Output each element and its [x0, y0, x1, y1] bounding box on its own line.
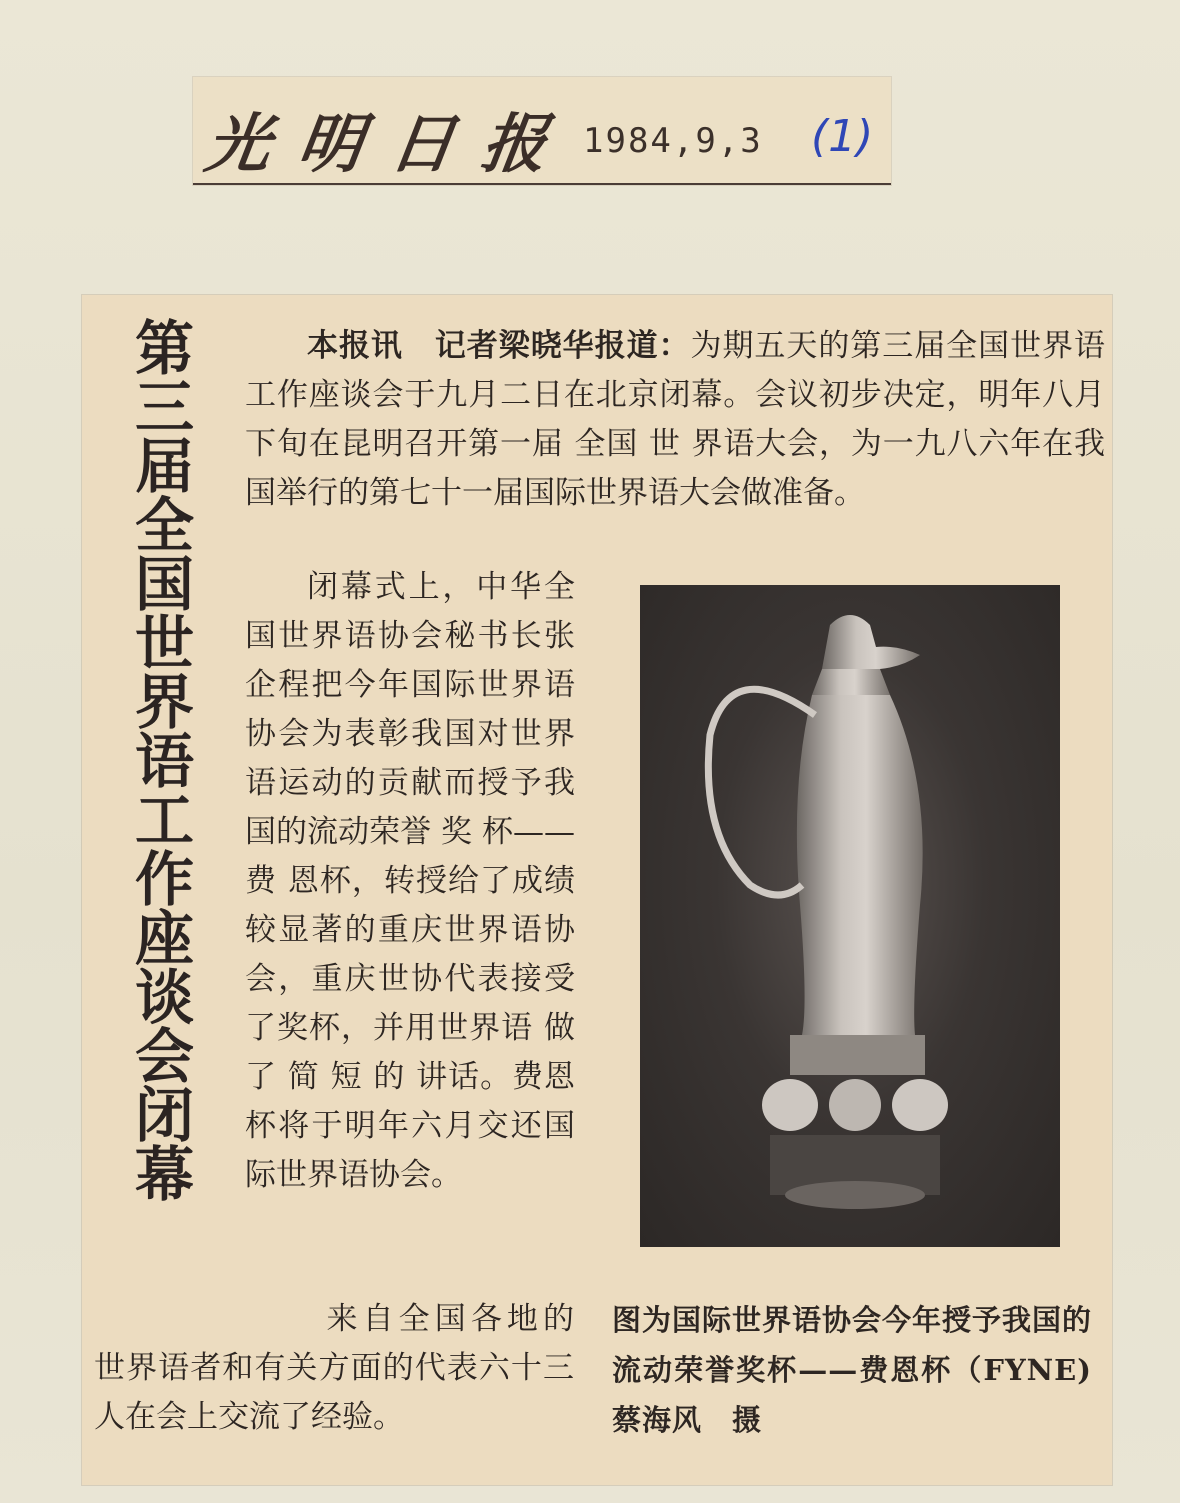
- article-closing-column: [94, 1295, 574, 1442]
- masthead-rule: [193, 183, 891, 185]
- article-clipping: [82, 295, 1112, 1485]
- newspaper-masthead: [193, 77, 891, 185]
- page-number-handwritten: (1): [811, 111, 874, 162]
- lead-text: 为期五天的第三届全国世界语工作座谈会于九月二日在北京闭幕。会议初步决定，明年八月下旬在昆明召开第一届 全国 世 界语大会，为一九八六年在我国举行的第七十一届国际世界语大会做准备。: [245, 328, 1105, 511]
- publication-date: 1984,9,3: [583, 121, 763, 161]
- newspaper-logo: 光明日报: [200, 107, 580, 182]
- article-body-column: [245, 563, 575, 1200]
- photo-caption: 图为国际世界语协会今年授予我国的流动荣誉奖杯——费恩杯（FYNE)蔡海风 摄: [612, 1303, 1093, 1437]
- article-paragraph-2: 闭幕式上，中华全国世界语协会秘书长张企程把今年国际世界语协会为表彰我国对世界语运动的贡献而授予我国的流动荣誉 奖 杯——费 恩杯，转授给了成绩较显著的重庆世界语协会，重庆世协代表接受了奖杯，并用世界语 做 了 简 短 的 讲话。费恩杯将于明年六月交还国际世界语协会。: [245, 569, 575, 1193]
- trophy-illustration: [640, 585, 1060, 1247]
- article-headline: 第三届全国世界语工作座谈会闭幕: [125, 317, 194, 1202]
- trophy-photo: [640, 585, 1060, 1247]
- article-lead-paragraph: [245, 322, 1105, 518]
- article-paragraph-3: 来自全国各地的世界语者和有关方面的代表六十三人在会上交流了经验。: [94, 1301, 574, 1435]
- article-byline: 本报讯 记者梁晓华报道：: [307, 328, 691, 364]
